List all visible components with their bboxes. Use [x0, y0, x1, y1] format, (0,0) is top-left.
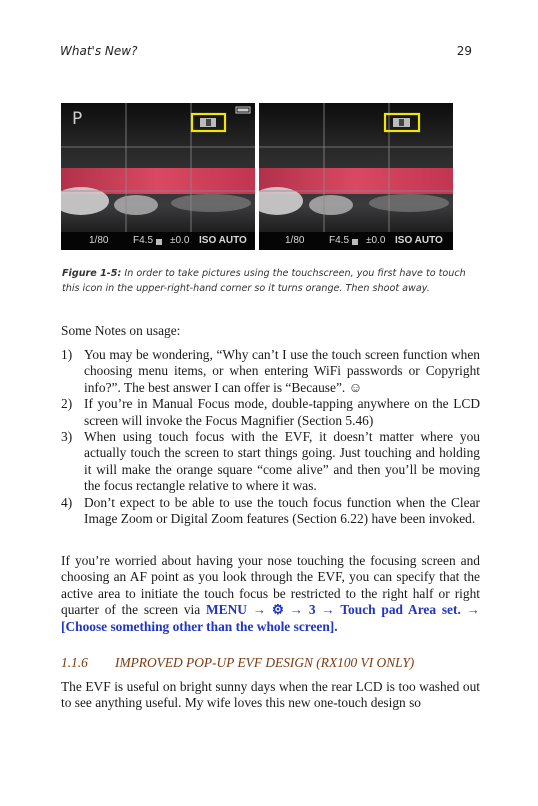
paragraph-touch-area [61, 553, 480, 635]
section-number: 1.1.6 [61, 655, 88, 670]
aperture: F4.5 [329, 235, 350, 246]
list-item [61, 429, 480, 495]
paragraph-evf: The EVF is useful on bright sunny days when the rear LCD is too washed out to see anything useful. My wife loves this new one-touch design so [61, 679, 480, 711]
list-item-text: You may be wondering, “Why can’t I use the touch screen function when choosing menu items, or when entering WiFi passwords or Copyright info?”. The best answer I can offer is “Because”. ☺ [84, 347, 480, 395]
paragraph-text: If you’re worried about having your nose touching the focusing screen and choosing an AF point as you look through the EVF, you can specify that the active area to initiate the touch focus be restricted to the right half or right quarter of the screen via [61, 553, 480, 618]
exposure-value: ±0.0 [366, 235, 386, 246]
list-item [61, 495, 480, 528]
camera-status-bar [61, 233, 255, 249]
list-item-number: 3) [61, 429, 73, 445]
exposure-value: ±0.0 [170, 235, 190, 246]
list-item-number: 1) [61, 347, 73, 362]
iso-value: ISO AUTO [395, 235, 443, 246]
page-number: 29 [456, 44, 472, 58]
section-title: IMPROVED POP-UP EVF DESIGN (RX100 VI ONLY) [115, 655, 415, 670]
camera-mode-label: P [72, 109, 83, 129]
list-item [61, 347, 480, 396]
notes-title: Some Notes on usage: [61, 323, 181, 338]
figure-caption-label: Figure 1-5: [62, 268, 122, 279]
figure-caption [62, 266, 472, 296]
menu-path: MENU → ⚙ → 3 → Touch pad Area set. → [Choose something other than the whole screen]. [61, 602, 480, 634]
camera-screen-left-graphic [61, 103, 255, 250]
running-header [60, 44, 472, 62]
list-item-number: 4) [61, 494, 73, 510]
list-item-text: If you’re in Manual Focus mode, double-tapping anywhere on the LCD screen will invoke the Focus Magnifier (Section 5.46) [84, 396, 480, 428]
camera-screen-left [61, 103, 255, 250]
list-item-text: Don’t expect to be able to use the touch focus function when the Clear Image Zoom or Digital Zoom features (Section 6.22) have been invoked. [84, 494, 480, 527]
figure-images [61, 103, 453, 250]
shutter-speed: 1/80 [89, 235, 109, 246]
aperture: F4.5 [133, 235, 154, 246]
section-heading [61, 655, 480, 671]
list-item-text: When using touch focus with the EVF, it doesn’t matter where you actually touch the screen to start things going. Just touching and holding it will make the orange square “come alive” and then you’ll be moving the focus rectangle relative to where it was. [84, 429, 480, 494]
shutter-speed: 1/80 [285, 235, 305, 246]
iso-value: ISO AUTO [199, 235, 247, 246]
list-item-number: 2) [61, 396, 73, 412]
notes-list [61, 347, 480, 527]
list-item [61, 396, 480, 429]
figure-caption-text: In order to take pictures using the touchscreen, you first have to touch this icon in the upper-right-hand corner so it turns orange. Then shoot away. [62, 268, 466, 294]
header-title: What's New? [60, 44, 138, 58]
camera-status-bar [259, 233, 453, 249]
camera-screen-right [259, 103, 453, 250]
camera-screen-right-graphic [259, 103, 453, 250]
